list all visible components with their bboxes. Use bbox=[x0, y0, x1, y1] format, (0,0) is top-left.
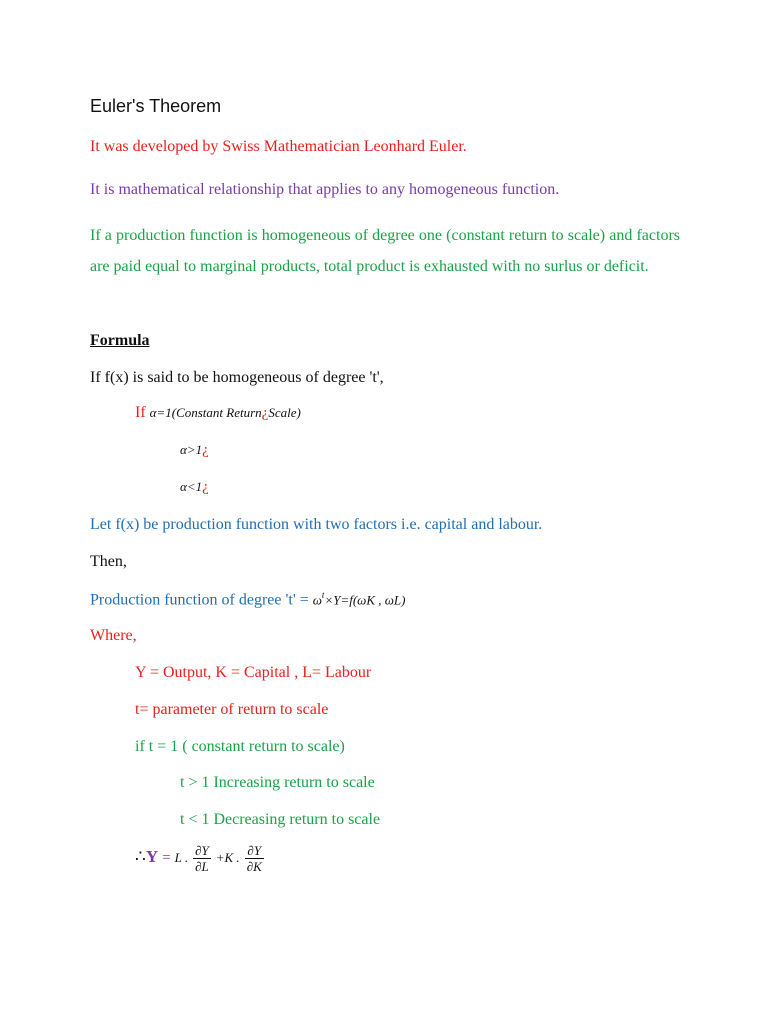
degree-omega: ω bbox=[312, 592, 322, 608]
case1-glyph: ¿ bbox=[261, 405, 269, 421]
intro-paragraph: If a production function is homogeneous of degree one (constant return to scale) and factors are paid equal to marginal products, total product is exhausted with no surlus or deficit. bbox=[90, 227, 680, 275]
therefore-symbol: ∴ bbox=[135, 847, 146, 867]
euler-equals: = bbox=[162, 850, 171, 867]
homogeneous-statement: If f(x) is said to be homogeneous of degree 't', bbox=[90, 369, 384, 386]
formula-heading: Formula bbox=[90, 332, 150, 349]
page-title: Euler's Theorem bbox=[90, 96, 222, 116]
euler-k-term: +K . bbox=[215, 850, 240, 866]
degree-equation: ×Y=f(ωK , ωL) bbox=[324, 592, 406, 608]
case3-math: α<1 bbox=[180, 479, 203, 494]
variables-line: Y = Output, K = Capital , L= Labour bbox=[135, 664, 372, 681]
euler-l-term: L . bbox=[174, 850, 189, 866]
case-alpha-less bbox=[180, 478, 209, 496]
euler-equation bbox=[135, 843, 265, 874]
intro-line-2: It is mathematical relationship that applies to any homogeneous function. bbox=[90, 181, 560, 198]
dy-dl-fraction bbox=[193, 843, 211, 874]
intro-line-1: It was developed by Swiss Mathematician Leonhard Euler. bbox=[90, 138, 467, 155]
parameter-line: t= parameter of return to scale bbox=[135, 701, 329, 718]
degree-exponent: t bbox=[321, 590, 325, 600]
constant-return-line: if t = 1 ( constant return to scale) bbox=[135, 738, 345, 755]
case3-glyph: ¿ bbox=[202, 479, 209, 495]
case-alpha-equal bbox=[135, 404, 301, 422]
then-label: Then, bbox=[90, 553, 127, 570]
dy-numerator: ∂Y bbox=[195, 843, 209, 858]
case1-end: Scale) bbox=[268, 405, 301, 420]
dk-denominator: ∂K bbox=[246, 859, 262, 874]
degree-text: Production function of degree 't' = bbox=[90, 591, 309, 609]
where-label: Where, bbox=[90, 627, 137, 644]
euler-y: Y bbox=[145, 847, 159, 867]
case1-math: α=1(Constant Return bbox=[149, 405, 262, 420]
case2-glyph: ¿ bbox=[202, 442, 209, 458]
dy-dk-fraction bbox=[245, 843, 264, 874]
if-label: If bbox=[135, 404, 146, 421]
decreasing-return-line: t < 1 Decreasing return to scale bbox=[180, 811, 381, 828]
increasing-return-line: t > 1 Increasing return to scale bbox=[180, 774, 375, 791]
production-degree-line bbox=[90, 590, 406, 609]
dl-denominator: ∂L bbox=[195, 859, 209, 874]
case2-math: α>1 bbox=[180, 442, 203, 457]
let-line: Let f(x) be production function with two factors i.e. capital and labour. bbox=[90, 516, 543, 533]
dy-numerator-2: ∂Y bbox=[245, 843, 264, 859]
case-alpha-greater bbox=[180, 441, 209, 459]
